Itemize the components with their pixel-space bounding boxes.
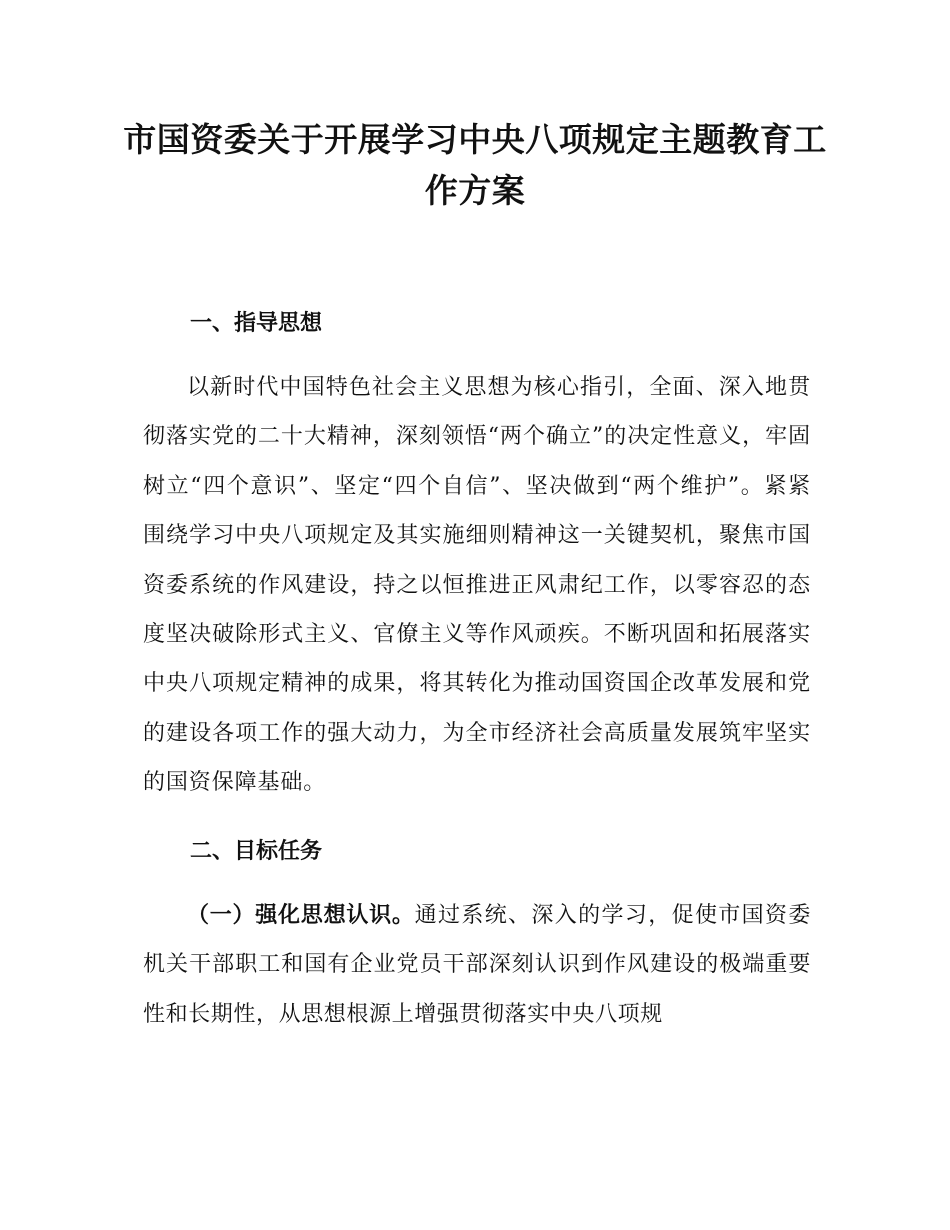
objective-item-lead: （一）强化思想认识。 (187, 903, 415, 928)
section-heading-objectives: 二、目标任务 (190, 839, 323, 864)
objective-item-paragraph (143, 891, 811, 1039)
guiding-ideology-paragraph: 以新时代中国特色社会主义思想为核心指引，全面、深入地贯彻落实党的二十大精神，深刻领悟“两个确立”的决定性意义，牢固树立“四个意识”、坚定“四个自信”、坚决做到“两个维护”。紧紧围绕学习中央八项规定及其实施细则精神这一关键契机，聚焦市国资委系统的作风建设，持之以恒推进正风肃纪工作，以零容忍的态度坚决破除形式主义、官僚主义等作风顽疾。不断巩固和拓展落实中央八项规定精神的成果，将其转化为推动国资国企改革发展和党的建设各项工作的强大动力，为全市经济社会高质量发展筑牢坚实的国资保障基础。 (143, 375, 811, 796)
document-title: 市国资委关于开展学习中央八项规定主题教育工作方案 (123, 120, 827, 210)
section-heading-guiding-ideology: 一、指导思想 (190, 311, 323, 336)
objective-item-text: 通过系统、深入的学习，促使市国资委机关干部职工和国有企业党员干部深刻认识到作风建设的极端重要性和长期性，从思想根源上增强贯彻落实中央八项规 (143, 903, 811, 1027)
